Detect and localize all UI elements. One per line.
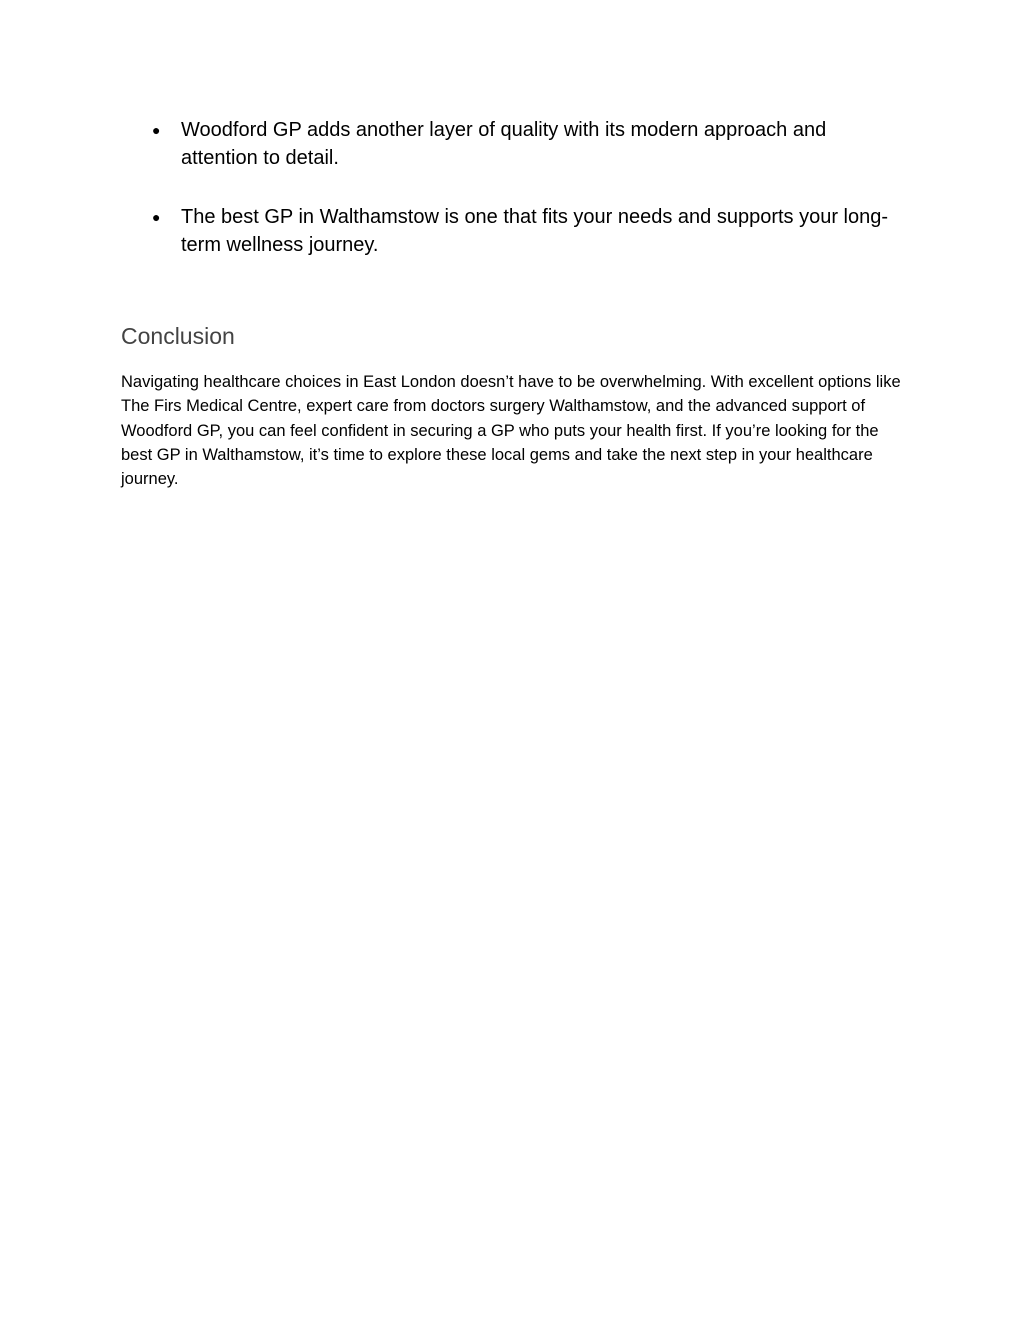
list-item: [148, 203, 908, 259]
list-item: [148, 116, 908, 172]
bullet-list: [148, 116, 908, 259]
conclusion-heading: Conclusion: [121, 323, 235, 349]
conclusion-paragraph: Navigating healthcare choices in East London doesn’t have to be overwhelming. With excellent options like The Firs Medical Centre, expert care from doctors surgery Walthamstow, and the advanced support of Woodford GP, you can feel confident in securing a GP who puts your health first. If you’re looking for the best GP in Walthamstow, it’s time to explore these local gems and take the next step in your healthcare journey.: [121, 373, 901, 489]
bullet-text: Woodford GP adds another layer of quality with its modern approach and attention to detail.: [181, 119, 827, 169]
bullet-icon: ●: [152, 122, 161, 138]
bullet-text: The best GP in Walthamstow is one that fits your needs and supports your long-term wellness journey.: [181, 206, 889, 256]
bullet-icon: ●: [152, 209, 161, 225]
